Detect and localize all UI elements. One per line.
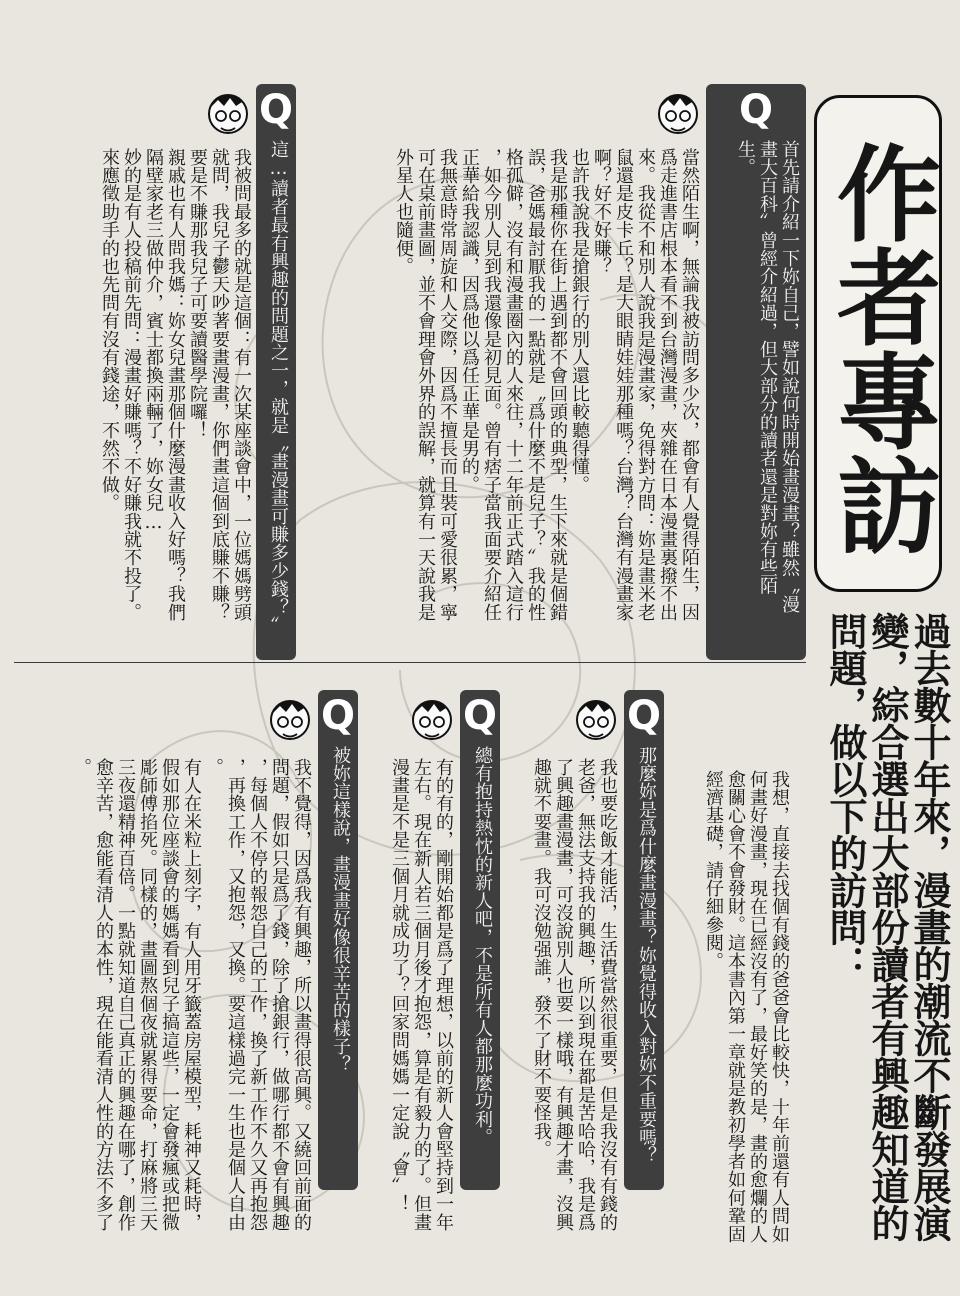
author-face-icon <box>410 690 454 748</box>
answer-5-text: 我不覺得，因爲我有興趣，所以畫得很高興。又繞回前面的 問題，假如只是爲了錢，除了搶銀行，做哪行都不會有興趣 ，每個人不停的報怨自己的工作，換了新工作不久又再抱怨 ，再換工作，又抱怨，又換。要這樣過完一生也是個人自由 。 有人在米粒上刻字，有人用牙籤蓋房屋模型，耗神又耗時， 假如那位座談會的媽媽看到兒子搞這些，一定會發瘋或把微 彫師傅掐死。同樣的，畫圖熬個夜就累得要命，打麻將三天 三夜還精神百倍。一點就知道自己真正的興趣在哪了，創作 愈辛苦，愈能看清人的本性，現在能看清人性的方法不多了 。 <box>71 758 312 1232</box>
question-5-text: 被妳這樣說，畫漫畫好像很辛苦的樣子？ <box>330 746 351 1074</box>
author-face-icon <box>268 690 312 748</box>
answer-2-text: 我被問最多的就是這個：有一次某座談會中，一位媽媽劈頭 就問，我兒子鬱天吵著要畫漫畫，你們畫這個到底賺不賺？ 要是不賺那我兒子可要讀醫學院囉！ 親戚也有人問我媽：妳女兒畫那個什麼漫畫收入好嗎？我們 隔壁家老三做仲介，賓士都換兩輛了，妳女兒… 妙的是有人投稿前先問：漫畫好賺嗎？不好賺我就不投了。 來應徵助手的也先問有沒有錢途，不然不做。 <box>99 148 252 622</box>
question-2-text: 這…讀者最有興趣的問題之一，就是〝畫漫畫可賺多少錢？〞 <box>268 140 289 635</box>
answer-4-text: 有的有的，剛開始都是爲了理想，以前的新人會堅持到一年 左右。現在新人若三個月後才抱怨，算是有毅力的了。但畫 漫畫是不是三個月就成功了？回家問媽媽一定說〝會〞！ <box>389 758 454 1232</box>
answer-1-text: 當然陌生啊，無論我被訪問多少次，都會有人覺得陌生，因 爲走進書店根本看不到台灣漫畫，夾雜在日本漫畫裏撥不出 來。我從不和別人說我是漫畫家，免得對方問：妳是畫米老 鼠還是皮卡丘？是大眼睛娃娃那種嗎？台灣？台灣有漫畫家 啊？好不好賺？ 也許我說我是搶銀行的別人還比較聽得懂。 我是那種你在街上遇到都不會回頭的典型，生下來就是個錯 誤，爸媽最討厭我的一點就是〝爲什麼不是兒子？〞我的性 格孤僻，沒有和漫畫圈內的人來往，十二年前正式踏入這行 ，如今別人見到我還像是初見面。曾有痞子當我面要介紹任 正華給我認識，因爲他以爲任正華是男的。 我無意時常周旋和人交際，因爲不擅長而且裝可愛很累，寧 可在桌前畫圖，並不會理會外界的誤解，就算有一天說我是 外星人也隨便。 <box>393 148 700 622</box>
section-divider <box>14 662 806 663</box>
q-mark: Q <box>738 87 773 133</box>
q-mark: Q <box>462 693 497 739</box>
question-3-text: 那麼妳是爲什麼畫漫畫？妳覺得收入對妳不重要嗎？ <box>636 746 657 1165</box>
q-mark: Q <box>626 693 661 739</box>
author-face-icon <box>656 84 700 142</box>
question-1-bar <box>706 84 806 660</box>
question-3-bar <box>624 690 664 1190</box>
author-face-icon <box>206 84 250 142</box>
question-5-bar <box>318 690 358 1190</box>
q-mark: Q <box>258 87 293 133</box>
question-4-bar <box>460 690 500 1190</box>
question-4-text: 總有抱持熱忱的新人吧，不是所有人都那麼功利。 <box>472 746 493 1147</box>
page-subtitle: 過去數十年來，漫畫的潮流不斷發展演 變，綜合選出大部份讀者有興趣知道的 問題，做以下的訪問： <box>823 612 951 1241</box>
question-2-bar <box>256 84 296 660</box>
question-1-text: 首先請介紹一下妳自己，譬如說何時開始畫漫畫？雖然〝漫 畫大百科〞曾經介紹過，但大部分的讀者還是對妳有些陌 生。 <box>735 140 800 614</box>
author-face-icon <box>574 690 618 748</box>
q-mark: Q <box>320 693 355 739</box>
answer-3-text: 我也要吃飯才能活，生活費當然很重要，但是我沒有有錢的 老爸，無法支持我的興趣，所以到現在都是苦哈哈，我是爲 了興趣畫漫畫，可沒說別人也要一樣哦，有興趣才畫，沒興 趣就不要畫。我可沒勉强誰，發不了財不要怪我。 <box>531 758 618 1232</box>
page-title: 作者專訪 <box>819 139 941 556</box>
answer-2-continued: 我想，直接去找個有錢的爸爸會比較快，十年前還有人問如 何畫好漫畫，現在已經沒有了，最好笑的是，畫的愈爛的人 愈關心會不會發財。這本書內第一章就是教初學者如何鞏固 經濟基礎，請仔細參閱。 <box>703 770 790 1244</box>
